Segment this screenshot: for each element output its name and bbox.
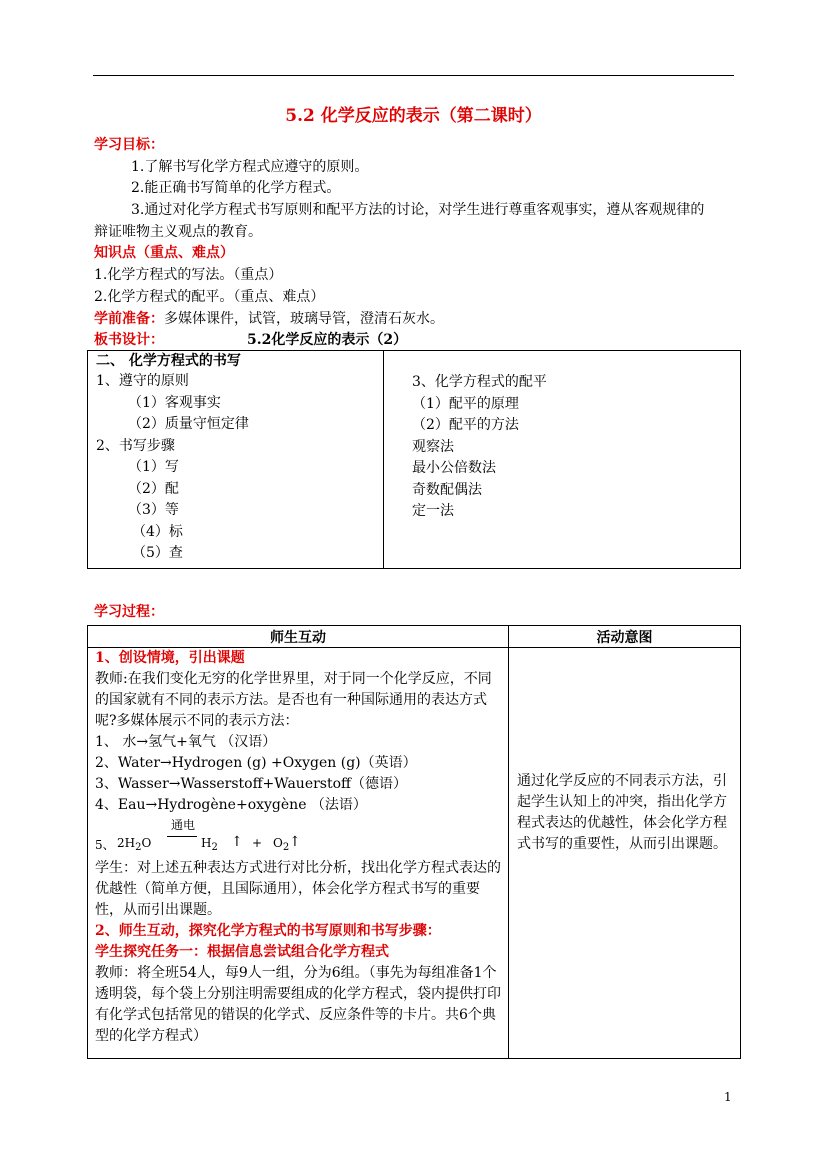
objective-item: 2.能正确书写简单的化学方程式。 bbox=[131, 180, 341, 196]
example-5-equation bbox=[95, 816, 502, 858]
board-line: （1）写 bbox=[128, 459, 179, 475]
e5-condition: 通电 bbox=[171, 818, 196, 832]
e5-num: 5、 bbox=[95, 838, 115, 852]
board-table bbox=[87, 350, 741, 569]
board-line: 2、书写步骤 bbox=[96, 437, 175, 454]
board-line: （1）配平的原理 bbox=[412, 395, 519, 412]
board-line: 3、化学方程式的配平 bbox=[412, 374, 547, 390]
preparation bbox=[94, 309, 444, 329]
board-line: 最小公倍数法 bbox=[412, 460, 496, 476]
e5-arrow: ↑ bbox=[231, 834, 243, 850]
board-line: （5）查 bbox=[132, 545, 183, 561]
page-title: 5.2 化学反应的表示（第二课时） bbox=[285, 106, 542, 126]
board-line: （3）等 bbox=[128, 502, 179, 518]
board-heading: 板书设计： bbox=[94, 332, 164, 348]
section-2-teacher: 教师：将全班54人，每9人一组，分为6组。（事先为每组准备1个透明袋，每个袋上分别注明需要组成的化学方程式，袋内提供打印有化学式包括常见的错误的化学式、反应条件等的卡片。共6个典型的化学方程式） bbox=[95, 965, 501, 1044]
e5-plus: + bbox=[252, 836, 263, 850]
section-2-task: 学生探究任务一：根据信息尝试组合化学方程式 bbox=[95, 944, 389, 960]
section-2-title: 2、师生互动，探究化学方程式的书写原则和书写步骤： bbox=[95, 923, 441, 939]
objective-item: 3.通过对化学方程式书写原则和配平方法的讨论，对学生进行尊重客观事实，遵从客观规律的 bbox=[131, 202, 705, 218]
header-rule bbox=[93, 75, 734, 76]
e5-product-o2: $O_2$ bbox=[273, 836, 290, 853]
board-title: 5.2化学反应的表示（2） bbox=[247, 332, 408, 348]
example-2: 2、Water→Hydrogen (g) +Oxygen (g)（英语） bbox=[95, 755, 417, 771]
board-line: （1）客观事实 bbox=[128, 394, 221, 411]
e5-arrow: ↑ bbox=[289, 834, 301, 850]
board-line: 定一法 bbox=[412, 503, 454, 519]
e5-reactant: $2H_2O$ bbox=[117, 836, 152, 853]
intent-cell bbox=[509, 648, 741, 1059]
preparation-text: 多媒体课件，试管，玻璃导管，澄清石灰水。 bbox=[164, 311, 444, 327]
objective-item: 1.了解书写化学方程式应遵守的原则。 bbox=[131, 159, 369, 175]
board-right-cell bbox=[384, 351, 741, 569]
board-line: （2）质量守恒定律 bbox=[128, 416, 249, 432]
process-heading: 学习过程： bbox=[94, 604, 164, 620]
e5-reaction-line bbox=[167, 836, 197, 837]
board-line: （4）标 bbox=[132, 523, 183, 540]
key-point-item: 2.化学方程式的配平。（重点、难点） bbox=[94, 289, 325, 305]
example-3: 3、Wasser→Wasserstoff+Wauerstoff（德语） bbox=[95, 776, 407, 792]
board-line: （2）配平的方法 bbox=[412, 417, 519, 433]
example-1: 1、 水→氢气+氧气 （汉语） bbox=[95, 734, 277, 750]
preparation-heading: 学前准备： bbox=[94, 311, 164, 327]
e5-product-h2: $H_2$ bbox=[201, 836, 218, 853]
board-line: 观察法 bbox=[412, 438, 454, 455]
section-1-student: 学生：对上述五种表达方式进行对比分析，找出化学方程式表达的优越性（简单方便，且国际通用），体会化学方程式书写的重要性，从而引出课题。 bbox=[95, 860, 501, 918]
intent-text: 通过化学反应的不同表示方法，引起学生认知上的冲突，指出化学方程式表达的优越性，体会化学方程式书写的重要性，从而引出课题。 bbox=[517, 773, 727, 852]
objective-item: 辩证唯物主义观点的教育。 bbox=[94, 224, 262, 240]
board-line: 1、遵守的原则 bbox=[96, 373, 189, 389]
key-points-heading: 知识点（重点、难点） bbox=[94, 245, 234, 261]
objectives-heading: 学习目标： bbox=[94, 137, 164, 153]
board-left-header: 二、 化学方程式的书写 bbox=[96, 353, 241, 369]
section-1-title: 1、创设情境，引出课题 bbox=[95, 650, 245, 666]
col-header-intent: 活动意图 bbox=[509, 626, 741, 648]
interaction-cell bbox=[88, 648, 509, 1059]
page-number: 1 bbox=[724, 1090, 732, 1104]
key-point-item: 1.化学方程式的写法。（重点） bbox=[94, 267, 283, 283]
col-header-interaction: 师生互动 bbox=[88, 626, 509, 648]
board-left-cell bbox=[88, 351, 384, 569]
board-line: 奇数配偶法 bbox=[412, 481, 482, 498]
example-4: 4、Eau→Hydrogène+oxygène （法语） bbox=[95, 797, 367, 813]
section-1-teacher: 教师:在我们变化无穷的化学世界里，对于同一个化学反应，不同的国家就有不同的表示方法。是否也有一种国际通用的表达方式呢?多媒体展示不同的表示方法： bbox=[95, 671, 492, 729]
board-line: （2）配 bbox=[128, 480, 179, 497]
process-table bbox=[87, 625, 741, 1059]
